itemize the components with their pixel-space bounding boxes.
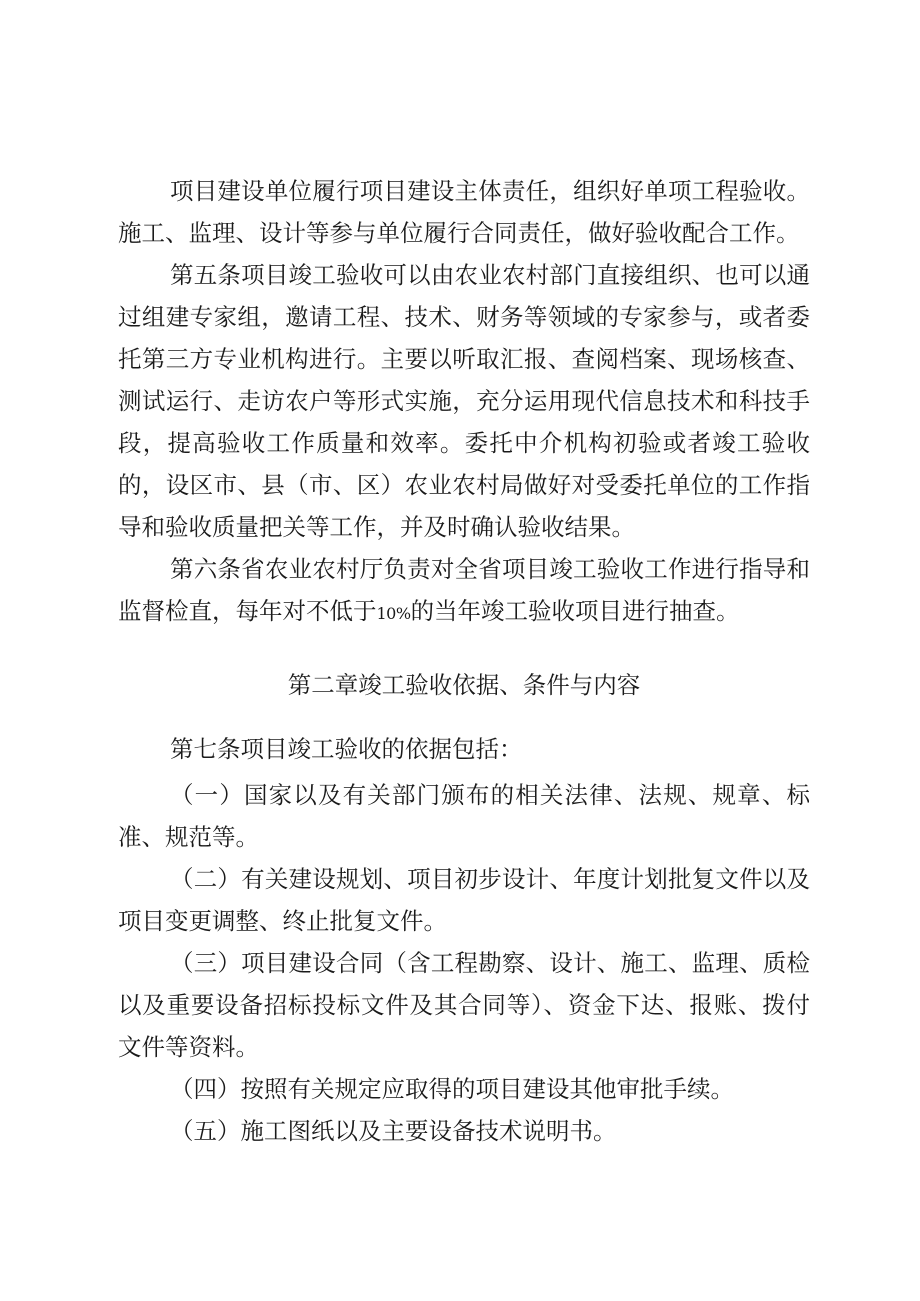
article-7-item-3: （三）项目建设合同（含工程勘察、设计、施工、监理、质检以及重要设备招标投标文件及其合同等）、资金下达、报账、拨付文件等资料。	[118, 949, 810, 1061]
chapter-heading: 第二章竣工验收依据、条件与内容	[287, 671, 641, 699]
article-7-item-4: （四）按照有关规定应取得的项目建设其他审批手续。	[170, 1075, 734, 1103]
article-7-item-5: （五）施工图纸以及主要设备技术说明书。	[170, 1117, 617, 1145]
article-7-item-1: （一）国家以及有关部门颁布的相关法律、法规、规章、标准、规范等。	[118, 781, 810, 851]
article-6-percentage: 10%	[376, 604, 411, 623]
paragraph-article-5: 第五条项目竣工验收可以由农业农村部门直接组织、也可以通过组建专家组，邀请工程、技术、财务等领域的专家参与，或者委托第三方专业机构进行。主要以听取汇报、查阅档案、现场核查、测试运行、走访农户等形式实施，充分运用现代信息技术和科技手段，提高验收工作质量和效率。委托中介机构初验或者竣工验收的，设区市、县（市、区）农业农村局做好对受委托单位的工作指导和验收质量把关等工作，并及时确认验收结果。	[118, 261, 810, 541]
article-7-item-2: （二）有关建设规划、项目初步设计、年度计划批复文件以及项目变更调整、终止批复文件。	[118, 865, 810, 935]
article-7-intro: 第七条项目竣工验收的依据包括：	[170, 735, 523, 763]
paragraph-unit-responsibility: 项目建设单位履行项目建设主体责任，组织好单项工程验收。施工、监理、设计等参与单位履行合同责任，做好验收配合工作。	[118, 177, 810, 247]
paragraph-article-6	[118, 548, 810, 635]
article-6-text-after: 的当年竣工验收项目进行抽查。	[410, 597, 740, 625]
article-6-text-before: 第六条省农业农村厅负责对全省项目竣工验收工作进行指导和监督检直，每年对不低于	[118, 555, 810, 625]
